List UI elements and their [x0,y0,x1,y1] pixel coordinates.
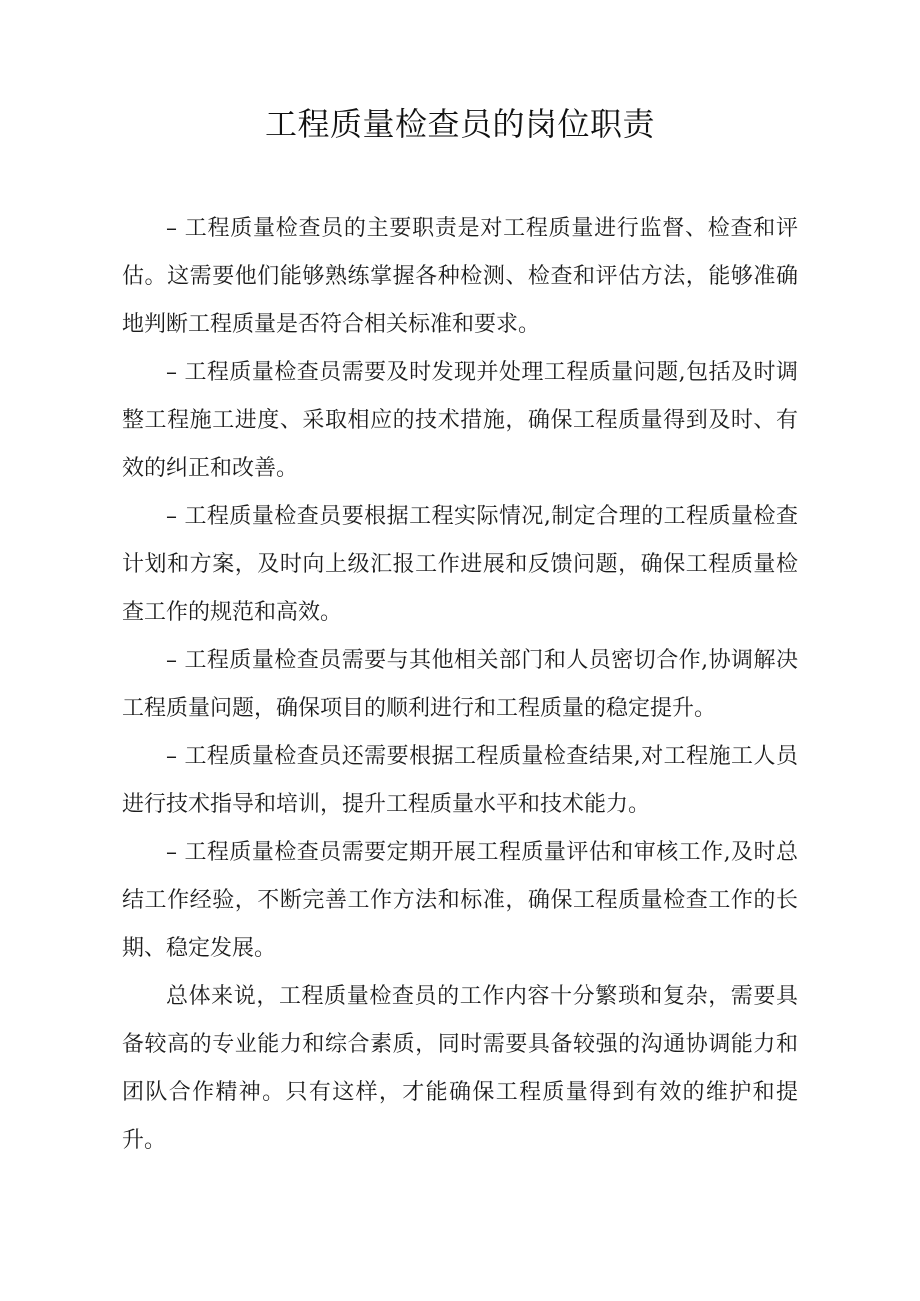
document-title: 工程质量检查员的岗位职责 [264,105,655,143]
paragraph-inspection-plan: – 工程质量检查员要根据工程实际情况,制定合理的工程质量检查计划和方案，及时向上级汇报工作进展和反馈问题，确保工程质量检查工作的规范和高效。 [122,504,798,625]
paragraph-summary: 总体来说，工程质量检查员的工作内容十分繁琐和复杂，需要具备较高的专业能力和综合素质，同时需要具备较强的沟通协调能力和团队合作精神。只有这样，才能确保工程质量得到有效的维护和提升。 [122,984,798,1153]
paragraph-cooperation: – 工程质量检查员需要与其他相关部门和人员密切合作,协调解决工程质量问题，确保项目的顺利进行和工程质量的稳定提升。 [122,648,798,721]
paragraph-review: – 工程质量检查员需要定期开展工程质量评估和审核工作,及时总结工作经验，不断完善工作方法和标准，确保工程质量检查工作的长期、稳定发展。 [122,840,798,961]
paragraph-handle-issues: – 工程质量检查员需要及时发现并处理工程质量问题,包括及时调整工程施工进度、采取相应的技术措施，确保工程质量得到及时、有效的纠正和改善。 [122,360,798,481]
paragraph-training: – 工程质量检查员还需要根据工程质量检查结果,对工程施工人员进行技术指导和培训，提升工程质量水平和技术能力。 [122,744,798,817]
paragraph-main-duty: – 工程质量检查员的主要职责是对工程质量进行监督、检查和评估。这需要他们能够熟练掌握各种检测、检查和评估方法，能够准确地判断工程质量是否符合相关标准和要求。 [122,216,798,337]
document-body [122,205,798,1165]
